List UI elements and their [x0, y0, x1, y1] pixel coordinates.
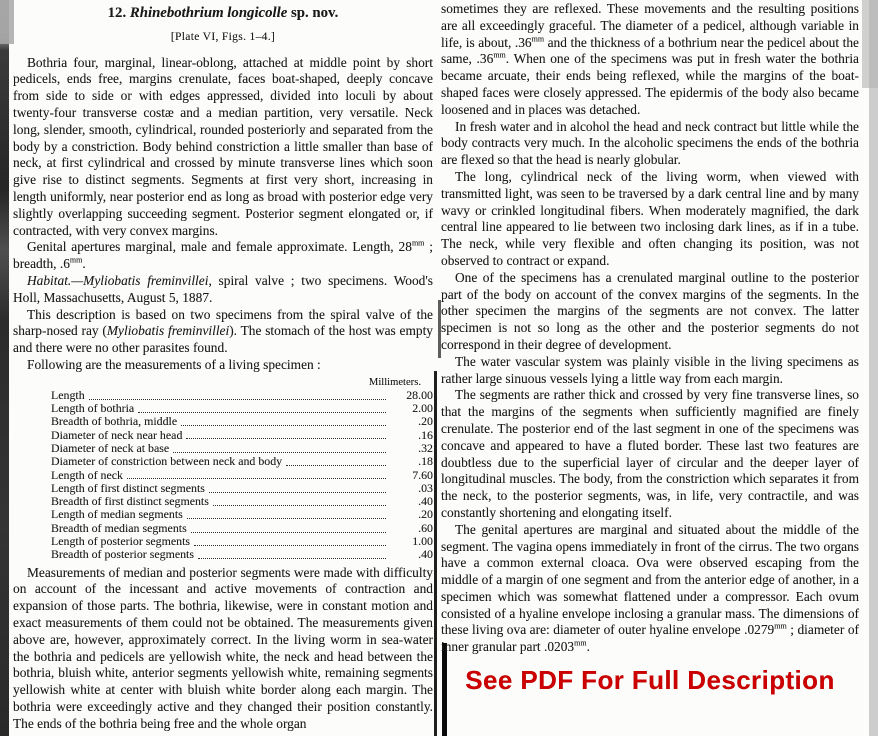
- measurement-label: Breadth of bothria, middle: [51, 414, 178, 429]
- measurement-row: [13, 442, 433, 455]
- paragraph-basis: [13, 307, 433, 357]
- measurement-value: 2.00: [412, 401, 433, 416]
- dot-leader: [127, 478, 386, 479]
- text-run: ; breadth, .6: [13, 239, 433, 272]
- measurement-row: [13, 415, 433, 428]
- dot-leader: [213, 505, 386, 506]
- text-run: This description is based on two specimens from the spiral valve of the sharp-nosed ray (: [13, 306, 433, 339]
- unit-superscript: mm: [531, 34, 545, 44]
- measurement-row: [13, 402, 433, 415]
- measurement-row: [13, 429, 433, 442]
- paragraph-genital-apertures: [13, 239, 433, 273]
- measurement-label: Diameter of constriction between neck and body: [51, 454, 283, 469]
- measurement-value: 7.60: [412, 467, 433, 482]
- species-suffix: sp. nov.: [287, 5, 339, 21]
- text-run: , spiral valve ; two specimens. Wood's Holl, Massachusetts, August 5, 1887.: [13, 272, 433, 305]
- paragraph-genital: [441, 522, 859, 656]
- measurement-value: .40: [418, 494, 433, 509]
- measurement-label: Diameter of neck near head: [51, 427, 183, 442]
- dot-leader: [191, 532, 386, 533]
- species-name: Rhinebothrium longicolle: [129, 5, 288, 21]
- scan-edge-left-corner: [0, 0, 14, 44]
- paragraph-crenulated-outline: One of the specimens has a crenulated marginal outline to the posterior part of the body on account of the convex margins of the segments. In the other specimen the margins of the segments are not convex. The latter specimen is not so long as the other and the posterior segments do not correspond in their degree of development.: [441, 269, 859, 352]
- dot-leader: [286, 465, 386, 466]
- text-run: ; diameter of inner granular part .0203: [441, 622, 859, 655]
- paragraph-measurement-notes: Measurements of median and posterior segments were made with difficulty on account of the incessant and active movements of contraction and expansion of those parts. The bothria, likewise, were in constant motion and exact measurements of them could not be obtained. The measurements given above are, however, approximately correct. In the living worm in sea-water the bothria and pedicels are yellowish white, the neck and head between the bothria, bluish white, anterior segments yellowish white, remaining segments yellowish white at center with bluish white border along each margin. The bothria were exceedingly active and they changed their position constantly. The ends of the bothria being free and the whole organ: [13, 564, 433, 731]
- measurements-table: [13, 376, 433, 562]
- measurement-row: [13, 535, 433, 548]
- paragraph-continuation: [441, 1, 859, 119]
- text-run: and the thickness of a bothrium near the pedicel about the same, .36: [441, 34, 859, 67]
- dot-leader: [89, 399, 386, 400]
- unit-superscript: mm: [411, 238, 425, 248]
- measurement-row: [13, 495, 433, 508]
- unit-superscript: mm: [69, 255, 83, 265]
- paragraph-description: Bothria four, marginal, linear-oblong, attached at middle point by short pedicels, ends free, margins crenulate, faces boat-shaped, deeply concave from side to side or with edges appressed, divided into loculi by about twenty-four transverse costæ and a median partition, very versatile. Neck long, slender, smooth, cylindrical, rounded posteriorly and separated from the body by a constriction. Body behind constriction a little smaller than base of neck, at first cylindrical and crossed by minute transverse lines which soon give rise to distinct segments. Segments at first very short, increasing in length uniformly, near posterior end as long as broad with posterior edge very slightly overlapping succeeding segment. Posterior segment elongated or, if contracted, with very convex margins.: [13, 54, 433, 238]
- dot-leader: [138, 412, 386, 413]
- text-run: Genital apertures marginal, male and female approximate. Length, 28: [27, 239, 412, 255]
- measurement-label: Length: [51, 387, 85, 402]
- measurement-row: [13, 455, 433, 468]
- measurement-label: Length of neck: [51, 467, 123, 482]
- unit-superscript: mm: [493, 50, 506, 60]
- text-run: .: [586, 639, 590, 655]
- measurement-label: Length of bothria: [51, 401, 135, 416]
- dot-leader: [209, 492, 386, 493]
- measurement-label: Breadth of posterior segments: [51, 547, 194, 562]
- pdf-overlay-text: See PDF For Full Description: [465, 665, 835, 696]
- column-divider-line: [434, 371, 437, 736]
- measurement-row: [13, 522, 433, 535]
- dot-leader: [194, 545, 386, 546]
- measurement-value: .03: [418, 480, 433, 495]
- measurement-label: Length of median segments: [51, 507, 183, 522]
- measurement-value: .60: [418, 520, 433, 535]
- text-run: ). The stomach of the host was empty and there were no other parasites found.: [13, 323, 434, 356]
- measurement-row: [13, 508, 433, 521]
- paragraph-habitat: [13, 273, 433, 307]
- measurement-row: [13, 482, 433, 495]
- measurement-value: .18: [418, 454, 433, 469]
- paragraph-segments: The segments are rather thick and crossed by very fine transverse lines, so that the margins of the segments when sufficiently magnified are finely crenulate. The posterior end of the last segment in one of the specimens was concave and appeared to have a fluted border. These last two features are doubtless due to the superficial layer of circular and the deeper layer of longitudinal muscles. The body, from the constriction which separates it from the neck, to the posterior segments, was, in life, very contractile, and was constantly shortening and elongating itself.: [441, 387, 859, 520]
- measurement-value: .20: [418, 507, 433, 522]
- measurement-value: .20: [418, 414, 433, 429]
- paragraph-measurements-intro: Following are the measurements of a living specimen :: [27, 356, 321, 372]
- dot-leader: [187, 518, 386, 519]
- habitat-species: Habitat.—Myliobatis freminvillei: [27, 272, 209, 288]
- dot-leader: [173, 452, 386, 453]
- measurement-value: 1.00: [412, 534, 433, 548]
- right-column: [441, 1, 859, 696]
- dot-leader: [198, 558, 386, 559]
- paragraph-fresh-water: In fresh water and in alcohol the head and neck contract but little while the body contracts very much. In the alcoholic specimens the ends of the bothria are flexed so that the head is nearly globular.: [441, 118, 859, 168]
- scan-edge-right: [869, 0, 878, 736]
- measurement-value: .40: [418, 547, 433, 562]
- measurement-row: [13, 548, 433, 561]
- paragraph-neck: The long, cylindrical neck of the living worm, when viewed with transmitted light, was seen to be traversed by a dark central line and by many wavy or crinkled longitudinal fibers. When moderately magnified, the dark central line appeared to lie between two inclosing dark lines, as if in a tube. The neck, while very flexible and often changing its position, was not observed to contract or expand.: [441, 168, 859, 268]
- paragraph-water-vascular: The water vascular system was plainly visible in the living specimens as rather large sinuous vessels lying a little way from each margin.: [441, 353, 859, 386]
- measurement-label: Diameter of neck at base: [51, 440, 170, 455]
- measurement-value: .32: [418, 440, 433, 455]
- text-run: .: [82, 256, 86, 272]
- text-run: The genital apertures are marginal and situated about the middle of the segment. The vagina opens immediately in front of the cirrus. The two organs have a common external cloaca. Ova were observed escaping from the middle of a margin of one segment and from the anterior edge of another, in a specimen which was somewhat flattened under a compressor. Each ovum consisted of a hyaline envelope inclosing a granular mass. The dimensions of these living ova are: diameter of outer hyaline envelope .0279: [441, 521, 859, 638]
- measurement-label: Length of posterior segments: [51, 534, 191, 548]
- text-run: . When one of the specimens was put in fresh water the bothria became arcuate, their ends being reflexed, while the margins of the boat-shaped faces were closely appressed. The epidermis of the body also became loosened and in places was detached.: [441, 51, 859, 117]
- dot-leader: [186, 438, 386, 439]
- measurement-row: [13, 389, 433, 402]
- text-run: sometimes they are reflexed. These movements and the resulting positions are all exceedingly graceful. The diameter of a pedicel, although variable in life, is about, .36: [441, 1, 859, 50]
- measurement-value: 28.00: [406, 387, 433, 402]
- dot-leader: [181, 425, 386, 426]
- measurement-label: Breadth of median segments: [51, 520, 187, 535]
- measurement-label: Breadth of first distinct segments: [51, 494, 209, 509]
- unit-superscript: mm: [774, 622, 787, 632]
- measurement-value: .16: [418, 427, 433, 442]
- plate-caption: [Plate VI, Figs. 1–4.]: [170, 29, 276, 43]
- scan-edge-left: [0, 0, 9, 736]
- unit-superscript: mm: [574, 638, 587, 648]
- species-number: 12.: [107, 5, 127, 21]
- left-column: [13, 3, 433, 733]
- scan-edge-right-corner: [862, 0, 878, 88]
- units-header: Millimeters.: [368, 376, 421, 388]
- measurement-label: Length of first distinct segments: [51, 480, 205, 495]
- latin-name: Myliobatis freminvillei: [106, 323, 230, 339]
- section-title: [13, 5, 433, 22]
- measurement-row: [13, 469, 433, 482]
